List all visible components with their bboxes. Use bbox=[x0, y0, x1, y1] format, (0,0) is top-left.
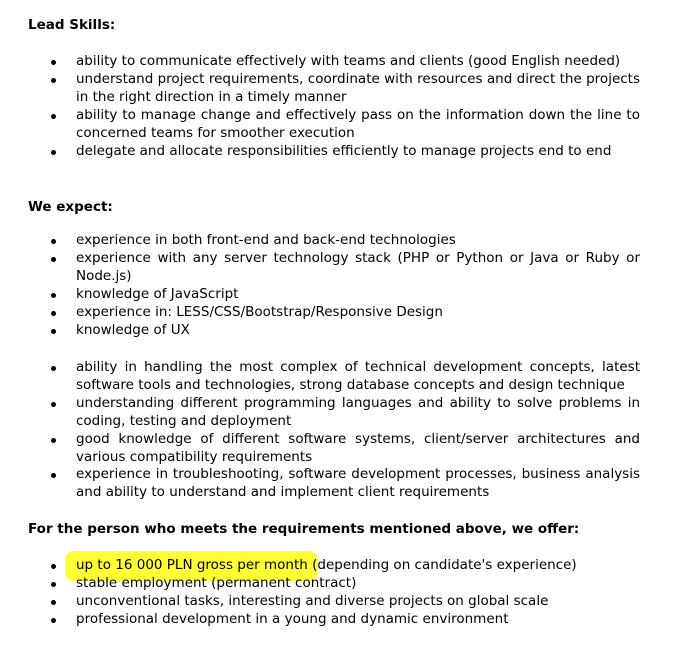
list-item-text: ability to manage change and effectively pass on the information down the line to concerned teams for smoother execution bbox=[76, 106, 640, 141]
list-item-text: understanding different programming languages and ability to solve problems in coding, testing and deployment bbox=[76, 394, 640, 429]
we-expect-heading: We expect: bbox=[28, 199, 113, 215]
list-item bbox=[0, 53, 680, 71]
list-item bbox=[0, 575, 680, 593]
bullet-icon bbox=[51, 78, 56, 83]
bullet-icon bbox=[51, 473, 56, 478]
we-expect-list-2 bbox=[0, 359, 680, 502]
list-item-text: knowledge of JavaScript bbox=[76, 285, 239, 302]
list-item bbox=[0, 250, 680, 286]
list-item bbox=[0, 304, 680, 322]
bullet-icon bbox=[51, 60, 56, 65]
list-item-text: unconventional tasks, interesting and diverse projects on global scale bbox=[76, 592, 549, 609]
list-item bbox=[0, 232, 680, 250]
bullet-icon bbox=[51, 564, 56, 569]
list-item-text: understand project requirements, coordinate with resources and direct the projects in the right direction in a timely manner bbox=[76, 70, 640, 105]
list-item-text: professional development in a young and dynamic environment bbox=[76, 610, 509, 627]
list-item bbox=[0, 395, 680, 431]
list-item-text: experience with any server technology stack (PHP or Python or Java or Ruby or Node.js) bbox=[76, 249, 640, 284]
list-item-text: experience in both front-end and back-end technologies bbox=[76, 232, 456, 248]
bullet-icon bbox=[51, 150, 56, 155]
bullet-icon bbox=[51, 582, 56, 587]
we-offer-heading: For the person who meets the requirements mentioned above, we offer: bbox=[28, 521, 580, 537]
list-item bbox=[0, 359, 680, 395]
list-item bbox=[0, 611, 680, 629]
list-item-text: good knowledge of different software systems, client/server architectures and various compatibility requirements bbox=[76, 430, 640, 465]
list-item bbox=[0, 107, 680, 143]
list-item-text: ability to communicate effectively with teams and clients (good English needed) bbox=[76, 53, 621, 69]
list-item bbox=[0, 286, 680, 304]
list-item bbox=[0, 143, 680, 161]
list-item-text: stable employment (permanent contract) bbox=[76, 574, 357, 591]
list-item-text: ability in handling the most complex of technical development concepts, latest software tools and technologies, strong database concepts and design technique bbox=[76, 359, 640, 393]
list-item bbox=[0, 431, 680, 467]
bullet-icon bbox=[51, 311, 56, 316]
list-item-text: delegate and allocate responsibilities efficiently to manage projects end to end bbox=[76, 142, 612, 159]
list-item bbox=[0, 322, 680, 340]
bullet-icon bbox=[51, 239, 56, 244]
list-item bbox=[0, 466, 680, 502]
list-item-text: experience in: LESS/CSS/Bootstrap/Responsive Design bbox=[76, 303, 443, 320]
list-item-text: experience in troubleshooting, software development processes, business analysis and ability to understand and implement client requirements bbox=[76, 466, 640, 501]
list-item bbox=[0, 557, 680, 575]
bullet-icon bbox=[51, 438, 56, 443]
lead-skills-heading: Lead Skills: bbox=[28, 17, 116, 33]
we-offer-list bbox=[0, 557, 680, 629]
we-expect-list-1 bbox=[0, 232, 680, 339]
lead-skills-list bbox=[0, 53, 680, 160]
bullet-icon bbox=[51, 257, 56, 262]
list-item bbox=[0, 593, 680, 611]
bullet-icon bbox=[51, 600, 56, 605]
bullet-icon bbox=[51, 618, 56, 623]
bullet-icon bbox=[51, 402, 56, 407]
bullet-icon bbox=[51, 366, 56, 371]
salary-text: up to 16 000 PLN gross per month bbox=[76, 557, 308, 573]
bullet-icon bbox=[51, 293, 56, 298]
salary-note-text: (depending on candidate's experience) bbox=[307, 557, 577, 573]
bullet-icon bbox=[51, 329, 56, 334]
bullet-icon bbox=[51, 114, 56, 119]
list-item bbox=[0, 71, 680, 107]
list-item-text: knowledge of UX bbox=[76, 321, 190, 338]
